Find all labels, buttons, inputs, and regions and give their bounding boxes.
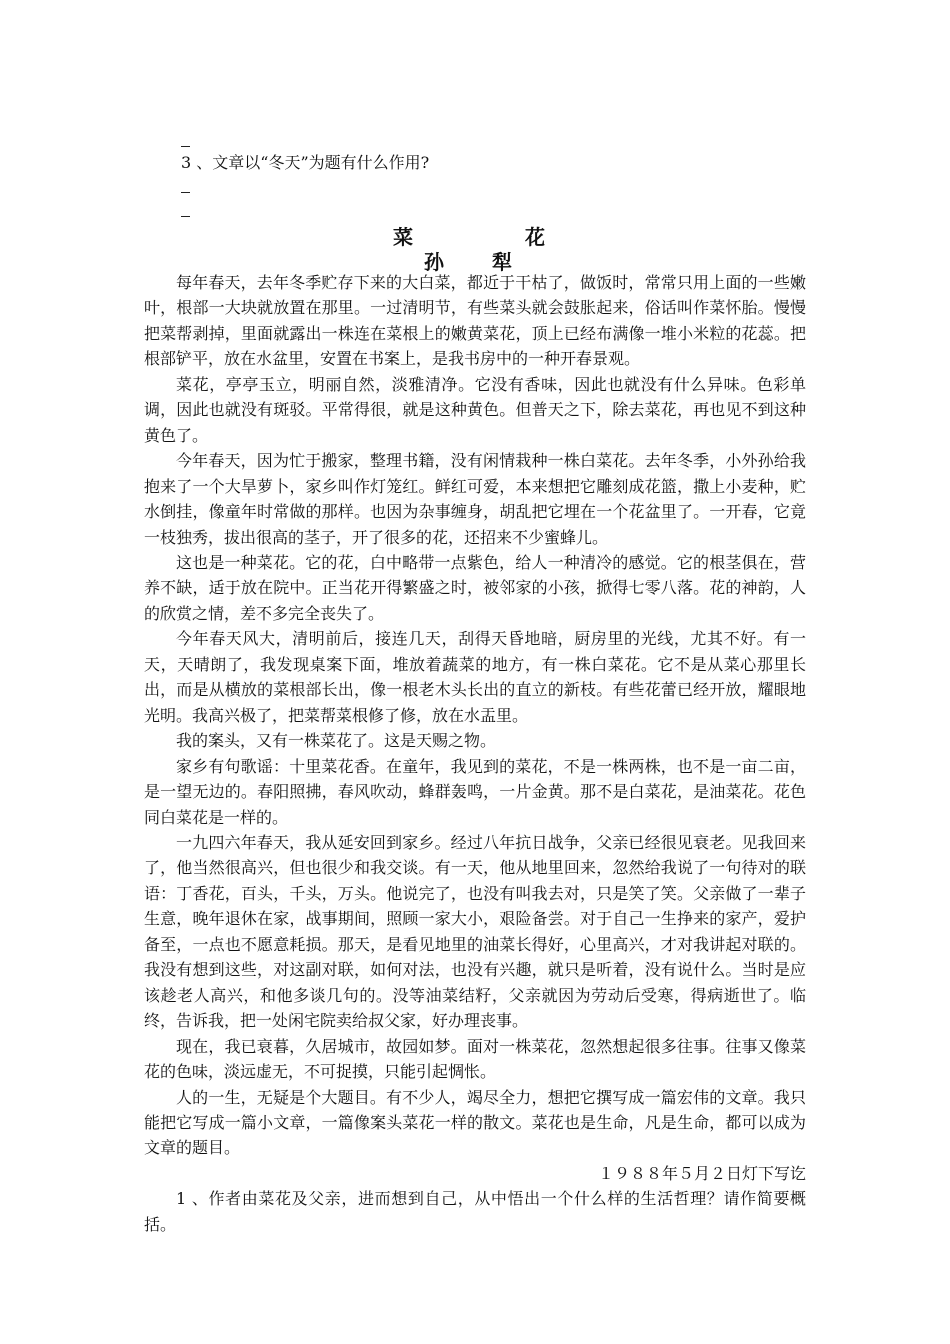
paragraph: 现在，我已衰暮，久居城市，故园如梦。面对一株菜花，忽然想起很多往事。往事又像菜花的色味，淡远虚无，不可捉摸，只能引起惆怅。	[144, 1036, 806, 1082]
paragraph: 一九四六年春天，我从延安回到家乡。经过八年抗日战争，父亲已经很见衰老。见我回来了，他当然很高兴，但也很少和我交谈。有一天，他从地里回来，忽然给我说了一句待对的联语：丁香花，百头，千头，万头。他说完了，也没有叫我去对，只是笑了笑。父亲做了一辈子生意，晚年退休在家，战事期间，照顾一家大小，艰险备尝。对于自己一生挣来的家产，爱护备至，一点也不愿意耗损。那天，是看见地里的油菜长得好，心里高兴，才对我讲起对联的。我没有想到这些，对这副对联，如何对法，也没有兴趣，就只是听着，没有说什么。当时是应该趁老人高兴，和他多谈几句的。没等油菜结籽，父亲就因为劳动后受寒，得病逝世了。临终，告诉我，把一处闲宅院卖给叔父家，好办理丧事。	[144, 832, 806, 1031]
question-3: 3 、文章以“冬天”为题有什么作用?	[181, 153, 430, 172]
article-signature: １９８８年５月２日灯下写讫	[597, 1163, 806, 1183]
author-char-2: 犁	[492, 250, 512, 274]
question-1: 1 、作者由菜花及父亲，进而想到自己，从中悟出一个什么样的生活哲理？请作简要概括。	[144, 1189, 806, 1234]
answer-line-top	[181, 146, 190, 147]
article-body	[144, 270, 806, 1237]
paragraph: 这也是一种菜花。它的花，白中略带一点紫色，给人一种清冷的感觉。它的根茎俱在，营养不缺，适于放在院中。正当花开得繁盛之时，被邻家的小孩，掀得七零八落。花的神韵，人的欣赏之情，差不多完全丧失了。	[144, 552, 806, 623]
paragraph: 我的案头，又有一株菜花了。这是天赐之物。	[176, 731, 497, 751]
title-char-2: 花	[525, 225, 545, 249]
paragraph: 菜花，亭亭玉立，明丽自然，淡雅清净。它没有香味，因此也就没有什么异味。色彩单调，因此也就没有斑驳。平常得很，就是这种黄色。但普天之下，除去菜花，再也见不到这种黄色了。	[144, 374, 806, 445]
answer-line-1	[181, 192, 190, 193]
title-char-1: 菜	[393, 225, 413, 249]
paragraph: 今年春天风大，清明前后，接连几天，刮得天昏地暗，厨房里的光线，尤其不好。有一天，天晴朗了，我发现桌案下面，堆放着蔬菜的地方，有一株白菜花。它不是从菜心那里长出，而是从横放的菜根部长出，像一根老木头长出的直立的新枝。有些花蕾已经开放，耀眼地光明。我高兴极了，把菜帮菜根修了修，放在水盂里。	[144, 629, 806, 725]
author-char-1: 孙	[424, 250, 444, 274]
paragraph: 家乡有句歌谣：十里菜花香。在童年，我见到的菜花，不是一株两株，也不是一亩二亩，是一望无边的。春阳照拂，春风吹动，蜂群轰鸣，一片金黄。那不是白菜花，是油菜花。花色同白菜花是一样的。	[144, 756, 806, 827]
answer-line-2	[181, 216, 190, 217]
paragraph: 人的一生，无疑是个大题目。有不少人，竭尽全力，想把它撰写成一篇宏伟的文章。我只能把它写成一篇小文章，一篇像案头菜花一样的散文。菜花也是生命，凡是生命，都可以成为文章的题目。	[144, 1087, 806, 1158]
paragraph: 今年春天，因为忙于搬家，整理书籍，没有闲情栽种一株白菜花。去年冬季，小外孙给我抱来了一个大旱萝卜，家乡叫作灯笼红。鲜红可爱，本来想把它雕刻成花篮，撒上小麦种，贮水倒挂，像童年时常做的那样。也因为杂事缠身，胡乱把它埋在一个花盆里了。一开春，它竟一枝独秀，拔出很高的茎子，开了很多的花，还招来不少蜜蜂儿。	[144, 451, 806, 547]
paragraph: 每年春天，去年冬季贮存下来的大白菜，都近于干枯了，做饭时，常常只用上面的一些嫩叶，根部一大块就放置在那里。一过清明节，有些菜头就会鼓胀起来，俗话叫作菜怀胎。慢慢把菜帮剥掉，里面就露出一株连在菜根上的嫩黄菜花，顶上已经布满像一堆小米粒的花蕊。把根部铲平，放在水盆里，安置在书案上，是我书房中的一种开春景观。	[144, 273, 806, 369]
article-title	[0, 224, 950, 250]
